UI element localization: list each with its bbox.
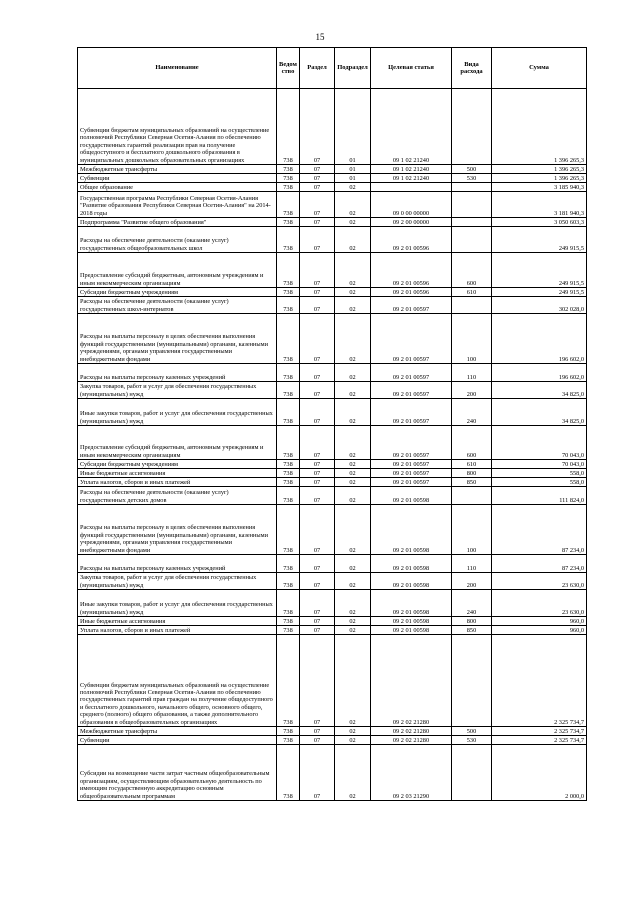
header-expense-type: Вида расхода (452, 48, 492, 89)
row-sum: 1 396 265,3 (492, 165, 587, 174)
row-section: 07 (300, 89, 335, 165)
row-department: 738 (277, 253, 300, 288)
table-row (78, 297, 587, 314)
row-department: 738 (277, 736, 300, 745)
row-section: 07 (300, 297, 335, 314)
row-subsection: 02 (335, 727, 371, 736)
row-sum: 249 915,5 (492, 253, 587, 288)
row-sum: 23 630,0 (492, 573, 587, 590)
row-department: 738 (277, 460, 300, 469)
row-subsection: 02 (335, 382, 371, 399)
row-target-article: 09 1 02 21240 (371, 165, 452, 174)
row-sum: 558,0 (492, 469, 587, 478)
budget-table (77, 47, 587, 801)
row-name: Субвенции (78, 174, 277, 183)
header-sum: Сумма (492, 48, 587, 89)
row-section: 07 (300, 382, 335, 399)
table-row (78, 253, 587, 288)
row-subsection: 01 (335, 89, 371, 165)
row-name: Иные закупки товаров, работ и услуг для обеспечения государственных (муниципальных) нужд (78, 590, 277, 617)
row-target-article: 09 1 02 21240 (371, 89, 452, 165)
row-target-article: 09 2 03 21290 (371, 745, 452, 801)
table-row (78, 364, 587, 382)
row-department: 738 (277, 573, 300, 590)
table-row (78, 399, 587, 426)
row-expense-type (452, 183, 492, 192)
row-expense-type (452, 192, 492, 218)
row-target-article: 09 0 00 00000 (371, 192, 452, 218)
header-department: Ведом ство (277, 48, 300, 89)
row-sum: 249 915,5 (492, 288, 587, 297)
row-target-article: 09 2 01 00598 (371, 487, 452, 505)
row-target-article: 09 2 01 00598 (371, 505, 452, 555)
row-name: Субвенции (78, 736, 277, 745)
row-expense-type: 110 (452, 555, 492, 573)
row-subsection: 02 (335, 478, 371, 487)
table-row (78, 590, 587, 617)
row-expense-type: 100 (452, 505, 492, 555)
row-subsection: 02 (335, 399, 371, 426)
row-subsection: 01 (335, 165, 371, 174)
row-department: 738 (277, 745, 300, 801)
row-section: 07 (300, 460, 335, 469)
row-department: 738 (277, 192, 300, 218)
table-row (78, 478, 587, 487)
table-header-row (78, 48, 587, 89)
row-subsection: 02 (335, 635, 371, 727)
row-name: Государственная программа Республики Северная Осетия-Алания "Развитие образования Республики Северная Осетия-Алания" на 2014-2018 годы (78, 192, 277, 218)
row-expense-type (452, 218, 492, 227)
row-sum: 34 825,0 (492, 382, 587, 399)
row-target-article: 09 2 01 00597 (371, 297, 452, 314)
row-expense-type (452, 89, 492, 165)
row-section: 07 (300, 505, 335, 555)
row-department: 738 (277, 555, 300, 573)
table-row (78, 382, 587, 399)
row-department: 738 (277, 635, 300, 727)
row-subsection: 02 (335, 460, 371, 469)
table-row (78, 573, 587, 590)
row-sum: 87 234,0 (492, 505, 587, 555)
row-expense-type: 500 (452, 165, 492, 174)
row-subsection: 02 (335, 364, 371, 382)
row-name: Расходы на выплаты персоналу в целях обеспечения выполнения функций государственными (муниципальными) органами, казенными учреждениями, органами управления государственными внебюджетными фондами (78, 314, 277, 364)
table-row (78, 635, 587, 727)
row-department: 738 (277, 165, 300, 174)
row-section: 07 (300, 218, 335, 227)
row-sum: 3 181 940,3 (492, 192, 587, 218)
row-expense-type: 600 (452, 253, 492, 288)
row-subsection: 02 (335, 218, 371, 227)
row-name: Межбюджетные трансферты (78, 165, 277, 174)
row-expense-type: 850 (452, 478, 492, 487)
row-section: 07 (300, 399, 335, 426)
row-expense-type: 530 (452, 736, 492, 745)
row-subsection: 02 (335, 314, 371, 364)
row-expense-type (452, 297, 492, 314)
row-section: 07 (300, 314, 335, 364)
row-target-article: 09 2 02 21280 (371, 736, 452, 745)
row-target-article: 09 2 01 00597 (371, 469, 452, 478)
row-sum: 34 825,0 (492, 399, 587, 426)
row-target-article: 09 2 01 00596 (371, 227, 452, 253)
row-sum: 2 000,0 (492, 745, 587, 801)
table-row (78, 736, 587, 745)
row-name: Расходы на обеспечение деятельности (оказание услуг) государственных детских домов (78, 487, 277, 505)
row-expense-type: 200 (452, 382, 492, 399)
row-expense-type: 610 (452, 288, 492, 297)
row-name: Субсидии бюджетным учреждениям (78, 288, 277, 297)
table-row (78, 192, 587, 218)
row-target-article: 09 2 01 00596 (371, 288, 452, 297)
row-sum: 70 043,0 (492, 426, 587, 460)
row-name: Предоставление субсидий бюджетным, автономным учреждениям и иным некоммерческим организациям (78, 426, 277, 460)
row-expense-type (452, 635, 492, 727)
row-sum: 2 325 734,7 (492, 635, 587, 727)
row-sum: 1 396 265,3 (492, 89, 587, 165)
table-row (78, 555, 587, 573)
row-name: Субсидии бюджетным учреждениям (78, 460, 277, 469)
row-department: 738 (277, 478, 300, 487)
row-name: Иные закупки товаров, работ и услуг для обеспечения государственных (муниципальных) нужд (78, 399, 277, 426)
row-target-article: 09 2 01 00598 (371, 555, 452, 573)
row-department: 738 (277, 297, 300, 314)
table-row (78, 165, 587, 174)
row-sum: 558,0 (492, 478, 587, 487)
row-name: Общее образование (78, 183, 277, 192)
row-target-article: 09 2 01 00598 (371, 573, 452, 590)
row-target-article: 09 2 01 00597 (371, 426, 452, 460)
row-name: Субвенции бюджетам муниципальных образований на осуществление полномочий Республики Северная Осетия-Алания по обеспечению государственных гарантий прав граждан на получение общедоступного и бесплатного дошкольного, начального общего, основного общего, среднего (полного) общего образования, а также дополнительного образования в общеобразовательных организациях (78, 635, 277, 727)
row-department: 738 (277, 288, 300, 297)
table-row (78, 314, 587, 364)
row-subsection: 02 (335, 590, 371, 617)
table-row (78, 505, 587, 555)
row-target-article: 09 2 01 00596 (371, 253, 452, 288)
row-subsection: 02 (335, 288, 371, 297)
row-name: Межбюджетные трансферты (78, 727, 277, 736)
table-row (78, 89, 587, 165)
row-sum: 2 325 734,7 (492, 736, 587, 745)
header-section: Раздел (300, 48, 335, 89)
row-section: 07 (300, 364, 335, 382)
row-department: 738 (277, 590, 300, 617)
table-body (78, 89, 587, 801)
row-expense-type: 200 (452, 573, 492, 590)
row-name: Расходы на выплаты персоналу в целях обеспечения выполнения функций государственными (муниципальными) органами, казенными учреждениями, органами управления государственными внебюджетными фондами (78, 505, 277, 555)
row-section: 07 (300, 478, 335, 487)
row-sum: 960,0 (492, 617, 587, 626)
row-expense-type: 530 (452, 174, 492, 183)
header-subsection: Подраздел (335, 48, 371, 89)
row-department: 738 (277, 364, 300, 382)
row-expense-type: 600 (452, 426, 492, 460)
row-section: 07 (300, 745, 335, 801)
row-name: Уплата налогов, сборов и иных платежей (78, 478, 277, 487)
row-section: 07 (300, 573, 335, 590)
row-sum: 1 396 265,3 (492, 174, 587, 183)
row-name: Иные бюджетные ассигнования (78, 617, 277, 626)
row-expense-type: 240 (452, 590, 492, 617)
row-department: 738 (277, 314, 300, 364)
row-sum: 87 234,0 (492, 555, 587, 573)
row-target-article: 09 2 01 00598 (371, 590, 452, 617)
row-section: 07 (300, 635, 335, 727)
table-row (78, 426, 587, 460)
row-department: 738 (277, 505, 300, 555)
row-sum: 70 043,0 (492, 460, 587, 469)
row-expense-type: 850 (452, 626, 492, 635)
table-row (78, 218, 587, 227)
table-row (78, 469, 587, 478)
row-sum: 249 915,5 (492, 227, 587, 253)
row-name: Субсидии на возмещение части затрат частным общеобразовательным организациям, осуществляющим образовательную деятельность по имеющим государственную аккредитацию основным общеобразовательным программам (78, 745, 277, 801)
row-subsection: 02 (335, 469, 371, 478)
row-section: 07 (300, 727, 335, 736)
row-subsection: 02 (335, 626, 371, 635)
row-target-article: 09 1 02 21240 (371, 174, 452, 183)
row-name: Подпрограмма "Развитие общего образования" (78, 218, 277, 227)
row-target-article: 09 2 01 00597 (371, 460, 452, 469)
row-target-article: 09 2 02 21280 (371, 727, 452, 736)
row-section: 07 (300, 426, 335, 460)
row-sum: 3 185 940,3 (492, 183, 587, 192)
row-target-article: 09 2 02 21280 (371, 635, 452, 727)
row-target-article: 09 2 01 00597 (371, 314, 452, 364)
row-target-article: 09 2 01 00597 (371, 399, 452, 426)
row-expense-type (452, 745, 492, 801)
row-subsection: 02 (335, 736, 371, 745)
row-name: Расходы на выплаты персоналу казенных учреждений (78, 555, 277, 573)
table-row (78, 227, 587, 253)
row-expense-type: 100 (452, 314, 492, 364)
row-name: Закупка товаров, работ и услуг для обеспечения государственных (муниципальных) нужд (78, 382, 277, 399)
row-subsection: 02 (335, 183, 371, 192)
row-section: 07 (300, 165, 335, 174)
row-section: 07 (300, 253, 335, 288)
row-sum: 3 050 603,3 (492, 218, 587, 227)
row-expense-type (452, 487, 492, 505)
row-sum: 960,0 (492, 626, 587, 635)
row-subsection: 02 (335, 573, 371, 590)
row-department: 738 (277, 487, 300, 505)
row-department: 738 (277, 218, 300, 227)
row-name: Расходы на обеспечение деятельности (оказание услуг) государственных общеобразовательных школ (78, 227, 277, 253)
row-name: Закупка товаров, работ и услуг для обеспечения государственных (муниципальных) нужд (78, 573, 277, 590)
row-target-article: 09 2 01 00597 (371, 382, 452, 399)
row-sum: 111 824,0 (492, 487, 587, 505)
row-target-article: 09 2 01 00597 (371, 478, 452, 487)
table-row (78, 487, 587, 505)
row-section: 07 (300, 736, 335, 745)
row-department: 738 (277, 469, 300, 478)
table-row (78, 626, 587, 635)
row-section: 07 (300, 626, 335, 635)
row-subsection: 02 (335, 192, 371, 218)
row-expense-type: 240 (452, 399, 492, 426)
row-name: Расходы на обеспечение деятельности (оказание услуг) государственных школ-интернатов (78, 297, 277, 314)
row-sum: 302 028,0 (492, 297, 587, 314)
row-section: 07 (300, 174, 335, 183)
row-section: 07 (300, 469, 335, 478)
row-department: 738 (277, 382, 300, 399)
table-row (78, 617, 587, 626)
row-section: 07 (300, 288, 335, 297)
row-name: Расходы на выплаты персоналу казенных учреждений (78, 364, 277, 382)
row-expense-type: 610 (452, 460, 492, 469)
row-department: 738 (277, 626, 300, 635)
row-subsection: 02 (335, 745, 371, 801)
table-row (78, 174, 587, 183)
row-subsection: 02 (335, 487, 371, 505)
row-section: 07 (300, 590, 335, 617)
row-sum: 23 630,0 (492, 590, 587, 617)
row-name: Субвенции бюджетам муниципальных образований на осуществление полномочий Республики Северная Осетия-Алания по обеспечению государственных гарантий реализации прав на получение общедоступного и бесплатного дошкольного образования в муниципальных дошкольных образовательных организациях (78, 89, 277, 165)
row-department: 738 (277, 426, 300, 460)
row-sum: 196 602,0 (492, 364, 587, 382)
row-target-article: 09 2 00 00000 (371, 218, 452, 227)
row-name: Предоставление субсидий бюджетным, автономным учреждениям и иным некоммерческим организациям (78, 253, 277, 288)
row-subsection: 02 (335, 505, 371, 555)
table-row (78, 288, 587, 297)
row-department: 738 (277, 727, 300, 736)
row-subsection: 02 (335, 227, 371, 253)
row-section: 07 (300, 227, 335, 253)
header-name: Наименование (78, 48, 277, 89)
row-expense-type: 800 (452, 617, 492, 626)
row-name: Уплата налогов, сборов и иных платежей (78, 626, 277, 635)
row-subsection: 02 (335, 253, 371, 288)
header-target-article: Целевая статья (371, 48, 452, 89)
row-expense-type: 800 (452, 469, 492, 478)
row-department: 738 (277, 89, 300, 165)
table-row (78, 745, 587, 801)
row-section: 07 (300, 555, 335, 573)
row-expense-type: 500 (452, 727, 492, 736)
row-department: 738 (277, 227, 300, 253)
row-sum: 196 602,0 (492, 314, 587, 364)
row-subsection: 02 (335, 555, 371, 573)
row-subsection: 02 (335, 297, 371, 314)
row-section: 07 (300, 487, 335, 505)
row-subsection: 02 (335, 617, 371, 626)
row-expense-type: 110 (452, 364, 492, 382)
page-number: 15 (315, 32, 325, 42)
table-row (78, 727, 587, 736)
table-row (78, 460, 587, 469)
row-section: 07 (300, 192, 335, 218)
row-sum: 2 325 734,7 (492, 727, 587, 736)
row-target-article: 09 2 01 00597 (371, 364, 452, 382)
row-target-article (371, 183, 452, 192)
row-target-article: 09 2 01 00598 (371, 617, 452, 626)
row-department: 738 (277, 174, 300, 183)
row-department: 738 (277, 617, 300, 626)
row-department: 738 (277, 399, 300, 426)
row-subsection: 01 (335, 174, 371, 183)
row-subsection: 02 (335, 426, 371, 460)
row-name: Иные бюджетные ассигнования (78, 469, 277, 478)
row-target-article: 09 2 01 00598 (371, 626, 452, 635)
table-row (78, 183, 587, 192)
row-department: 738 (277, 183, 300, 192)
row-section: 07 (300, 183, 335, 192)
row-section: 07 (300, 617, 335, 626)
row-expense-type (452, 227, 492, 253)
